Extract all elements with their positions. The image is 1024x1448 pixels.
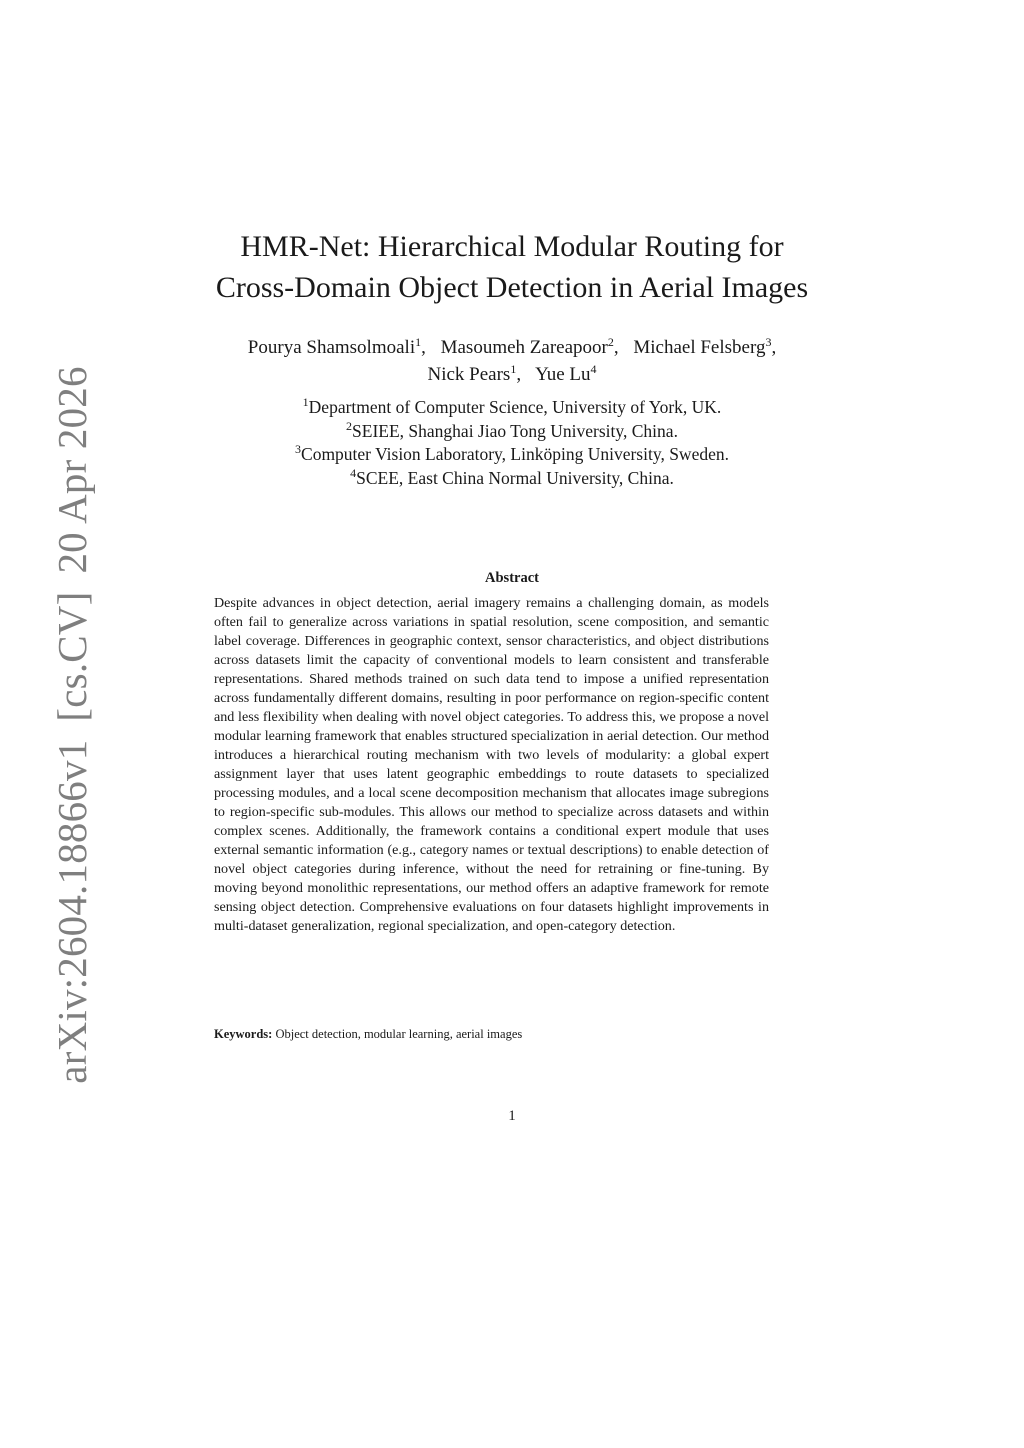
affiliation-list	[0, 396, 1024, 490]
affiliation	[0, 443, 1024, 467]
author-name: Masoumeh Zareapoor	[440, 337, 608, 358]
affiliation-text: Department of Computer Science, University of York, UK.	[308, 397, 722, 417]
author-list	[0, 334, 1024, 388]
abstract-heading: Abstract	[485, 570, 539, 586]
paper-title-line-1: HMR-Net: Hierarchical Modular Routing for	[240, 230, 784, 263]
author-separator: ,	[516, 364, 522, 385]
affiliation-text: SCEE, East China Normal University, China.	[356, 467, 674, 488]
author-name: Pourya Shamsolmoali	[247, 337, 416, 358]
affiliation-mark: 3	[295, 442, 302, 456]
author-separator: ,	[421, 337, 426, 358]
author-affiliation-mark: 2	[607, 335, 614, 349]
affiliation	[0, 396, 1024, 420]
affiliation-mark: 1	[302, 395, 309, 409]
author	[248, 337, 426, 358]
author-separator: ,	[613, 337, 619, 358]
author	[427, 364, 521, 385]
author-name: Michael Felsberg	[633, 337, 766, 358]
paper-title-line-2: Cross-Domain Object Detection in Aerial Images	[215, 271, 809, 304]
keywords	[214, 1026, 769, 1043]
keywords-text: Object detection, modular learning, aerial images	[275, 1027, 523, 1041]
author-line-2	[0, 361, 1024, 388]
author-affiliation-mark: 1	[510, 362, 517, 376]
author	[441, 337, 619, 358]
page-number: 1	[508, 1108, 516, 1124]
arxiv-category: [cs.CV]	[49, 591, 95, 722]
affiliation-text: SEIEE, Shanghai Jiao Tong University, China.	[352, 420, 678, 441]
arxiv-date: 20 Apr 2026	[49, 366, 95, 574]
author	[633, 337, 776, 358]
author-affiliation-mark: 1	[415, 335, 422, 349]
affiliation-text: Computer Vision Laboratory, Linköping University, Sweden.	[301, 444, 729, 464]
author-line-1	[0, 334, 1024, 361]
author-separator: ,	[771, 337, 777, 358]
author-name: Yue Lu	[535, 364, 591, 385]
abstract-body: Despite advances in object detection, aerial imagery remains a challenging domain, as models often fail to generalize across variations in spatial resolution, scene composition, and semantic label coverage. Differences in geographic context, sensor characteristics, and object distributions across datasets limit the capacity of conventional models to learn consistent and transferable representations. Shared methods trained on such data tend to impose a unified representation across fundamentally different domains, resulting in poor performance on region-specific content and less flexibility when dealing with novel object categories. To address this, we propose a novel modular learning framework that enables structured specialization in aerial detection. Our method introduces a hierarchical routing mechanism with two levels of modularity: a global expert assignment layer that uses latent geographic embeddings to route datasets to specialized processing modules, and a local scene decomposition mechanism that allocates image subregions to region-specific sub-modules. This allows our method to specialize across datasets and within complex scenes. Additionally, the framework contains a conditional expert module that uses external semantic information (e.g., category names or textual descriptions) to enable detection of novel object categories during inference, without the need for retraining or fine-tuning. By moving beyond monolithic representations, our method offers an adaptive framework for remote sensing object detection. Comprehensive evaluations on four datasets highlight improvements in multi-dataset generalization, regional specialization, and open-category detection.	[214, 595, 769, 934]
author	[535, 364, 596, 385]
affiliation	[0, 467, 1024, 491]
author-name: Nick Pears	[427, 364, 511, 385]
affiliation-mark: 4	[350, 465, 357, 480]
author-affiliation-mark: 3	[765, 335, 772, 349]
author-affiliation-mark: 4	[590, 362, 597, 376]
affiliation-mark: 2	[346, 418, 353, 433]
keywords-label: Keywords:	[214, 1027, 273, 1041]
arxiv-id: arXiv:2604.18866v1	[49, 739, 95, 1084]
paper-title	[0, 226, 1024, 308]
affiliation	[0, 420, 1024, 444]
